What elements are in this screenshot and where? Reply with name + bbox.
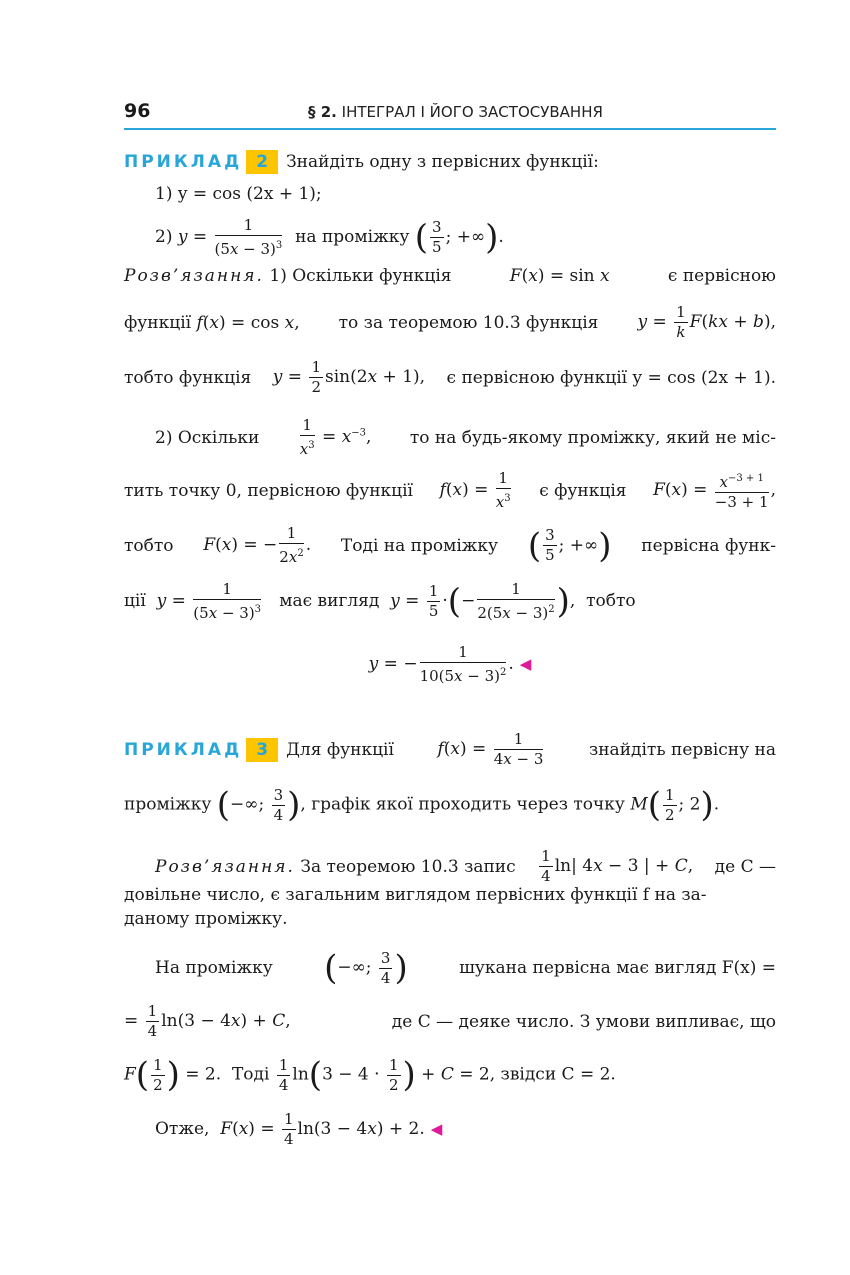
- ex2-solution-line4: 2) Оскільки $\frac{1}{x^3}$ = $x^{-3}$, то на будь-якому проміжку, який не міс-: [155, 416, 776, 458]
- ex3-solution-line6: F( $\frac{1}{2}$ ) = 2. Тоді $\frac{1}{4}$ ln(3 − 4 · $\frac{1}{2}$ ) + C = 2, звідси C = 2.: [124, 1055, 616, 1095]
- example3-line2: проміжку (−∞; $\frac{3}{4}$ ), графік якої проходить через точку M( $\frac{1}{2}$ ; 2).: [124, 785, 720, 825]
- example3-number: 3: [246, 738, 278, 762]
- ex2-solution-line1: Розв’язання. 1) Оскільки функція F(x) = sin x є первісною: [124, 266, 776, 286]
- example3-heading: ПРИКЛАД 3 Для функції f(x) = $\frac{1}{4x - 3}$ знайдіть первісну на: [124, 730, 776, 768]
- end-of-solution-icon: ◀: [430, 1120, 443, 1138]
- ex2-solution-line3: тобто функція y = $\frac{1}{2}$ sin(2x + 1), є первісною функції y = cos (2x + 1).: [124, 358, 776, 396]
- running-head: § 2. ІНТЕГРАЛ І ЙОГО ЗАСТОСУВАННЯ: [308, 103, 603, 121]
- ex2-final-formula: y = − $\frac{1}{10(5x - 3)^2}$ . ◀: [368, 643, 532, 685]
- example2-item1: 1) y = cos (2x + 1);: [155, 184, 322, 204]
- ex3-solution-line3: даному проміжку.: [124, 909, 288, 929]
- ex3-solution-line5: = $\frac{1}{4}$ ln(3 − 4x) + C, де C — деяке число. З умови випливає, що: [124, 1002, 776, 1040]
- ex2-solution-line7: ції y = $\frac{1}{(5x - 3)^3}$ має вигляд y = $\frac{1}{5}$ ·(− $\frac{1}{2(5x - 3)^2}$ ), тобто: [124, 580, 636, 622]
- ex2-solution-line2: функції f(x) = cos x, то за теоремою 10.3 функція y = $\frac{1}{k}$ F(kx + b),: [124, 303, 776, 341]
- example2-item2: 2) y = $\frac{1}{(5x - 3)^3}$ на проміжку ( $\frac{3}{5}$ ; +∞).: [155, 216, 504, 258]
- ex3-solution-line4: На проміжку (−∞; $\frac{3}{4}$ ) шукана первісна має вигляд F(x) =: [155, 948, 776, 988]
- page-number: 96: [124, 100, 151, 122]
- example2-number: 2: [246, 150, 278, 174]
- example2-heading: ПРИКЛАД 2 Знайдіть одну з первісних функції:: [124, 152, 599, 172]
- ex3-solution-line2: довільне число, є загальним виглядом первісних функції f на за-: [124, 885, 707, 905]
- ex3-solution-line1: Розв’язання. За теоремою 10.3 запис $\frac{1}{4}$ ln| 4x − 3 | + C, де C —: [155, 847, 776, 885]
- end-of-solution-icon: ◀: [519, 655, 532, 673]
- header-rule: [124, 128, 776, 130]
- ex2-solution-line6: тобто F(x) = − $\frac{1}{2x^2}$ . Тоді на проміжку ( $\frac{3}{5}$ ; +∞) первісна функ-: [124, 524, 776, 566]
- ex3-final-formula: Отже, F(x) = $\frac{1}{4}$ ln(3 − 4x) + 2. ◀: [155, 1110, 443, 1148]
- ex2-solution-line5: тить точку 0, первісною функції f(x) = $\frac{1}{x^3}$ є функція F(x) = $\frac{x^{-3 + 1}}{-3 + 1}$ ,: [124, 469, 776, 511]
